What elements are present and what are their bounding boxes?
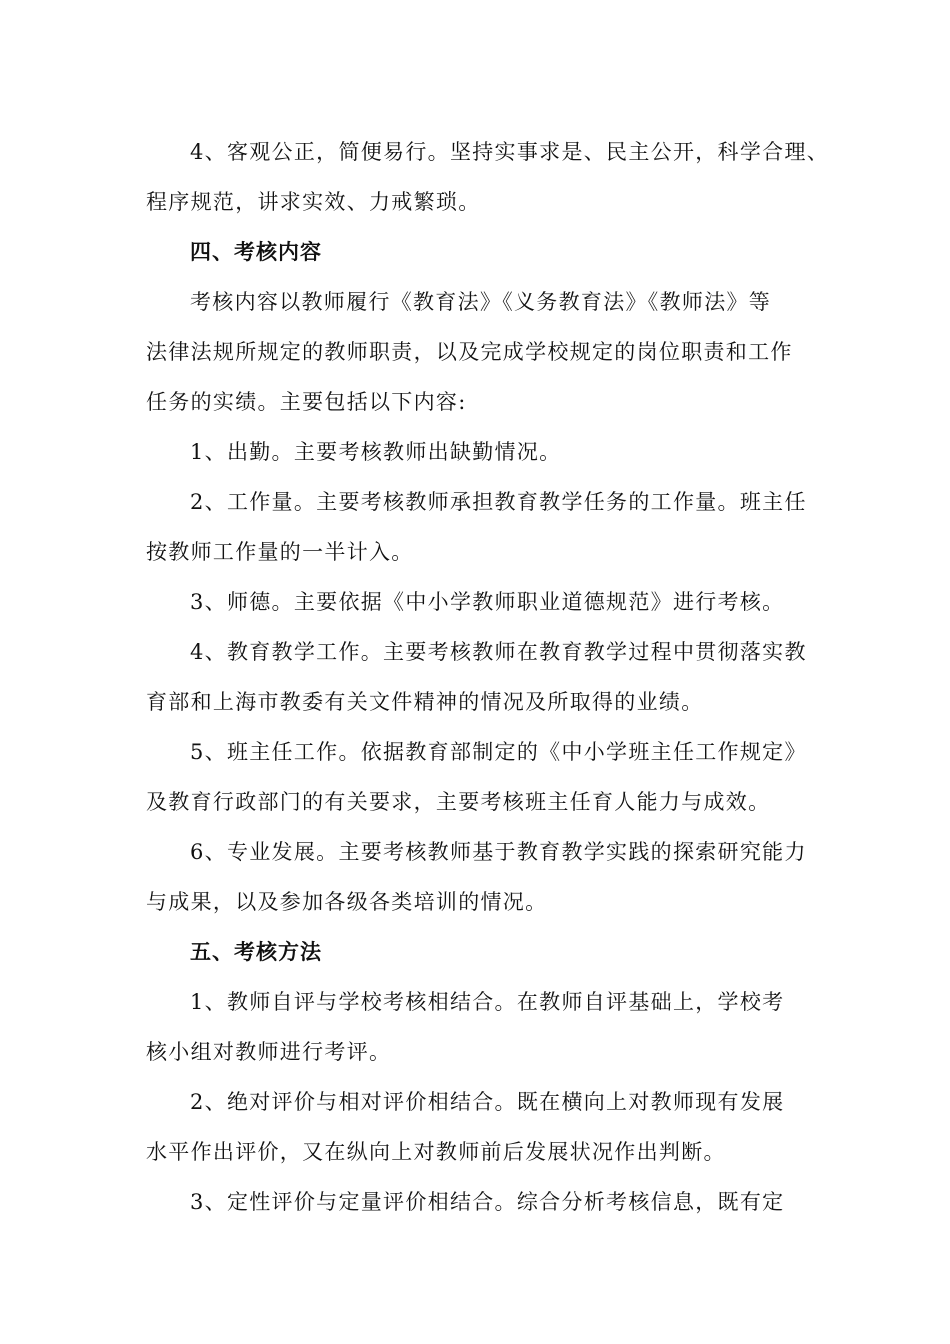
paragraph-line: 法律法规所规定的教师职责，以及完成学校规定的岗位职责和工作: [146, 340, 793, 364]
paragraph-line: 与成果，以及参加各级各类培训的情况。: [146, 890, 548, 914]
paragraph-line: 按教师工作量的一半计入。: [146, 540, 414, 564]
paragraph-line: 考核内容以教师履行《教育法》《义务教育法》《教师法》等: [190, 290, 772, 314]
section-heading-content: 四、考核内容: [190, 240, 322, 264]
paragraph-line: 1、出勤。主要考核教师出缺勤情况。: [190, 440, 562, 464]
paragraph-line: 及教育行政部门的有关要求，主要考核班主任育人能力与成效。: [146, 790, 771, 814]
paragraph-line: 4、客观公正，简便易行。坚持实事求是、民主公开，科学合理、: [190, 140, 830, 164]
paragraph-line: 5、班主任工作。依据教育部制定的《中小学班主任工作规定》: [190, 740, 807, 764]
paragraph-line: 1、教师自评与学校考核相结合。在教师自评基础上，学校考: [190, 990, 785, 1014]
paragraph-line: 3、定性评价与定量评价相结合。综合分析考核信息，既有定: [190, 1190, 785, 1214]
paragraph-line: 育部和上海市教委有关文件精神的情况及所取得的业绩。: [146, 690, 704, 714]
paragraph-line: 水平作出评价，又在纵向上对教师前后发展状况作出判断。: [146, 1140, 726, 1164]
paragraph-line: 6、专业发展。主要考核教师基于教育教学实践的探索研究能力: [190, 840, 807, 864]
paragraph-line: 任务的实绩。主要包括以下内容:: [146, 390, 467, 414]
paragraph-line: 2、绝对评价与相对评价相结合。既在横向上对教师现有发展: [190, 1090, 785, 1114]
section-heading-method: 五、考核方法: [190, 940, 322, 964]
paragraph-line: 程序规范，讲求实效、力戒繁琐。: [146, 190, 481, 214]
paragraph-line: 2、工作量。主要考核教师承担教育教学任务的工作量。班主任: [190, 490, 807, 514]
paragraph-line: 3、师德。主要依据《中小学教师职业道德规范》进行考核。: [190, 590, 785, 614]
paragraph-line: 核小组对教师进行考评。: [146, 1040, 392, 1064]
paragraph-line: 4、教育教学工作。主要考核教师在教育教学过程中贯彻落实教: [190, 640, 807, 664]
